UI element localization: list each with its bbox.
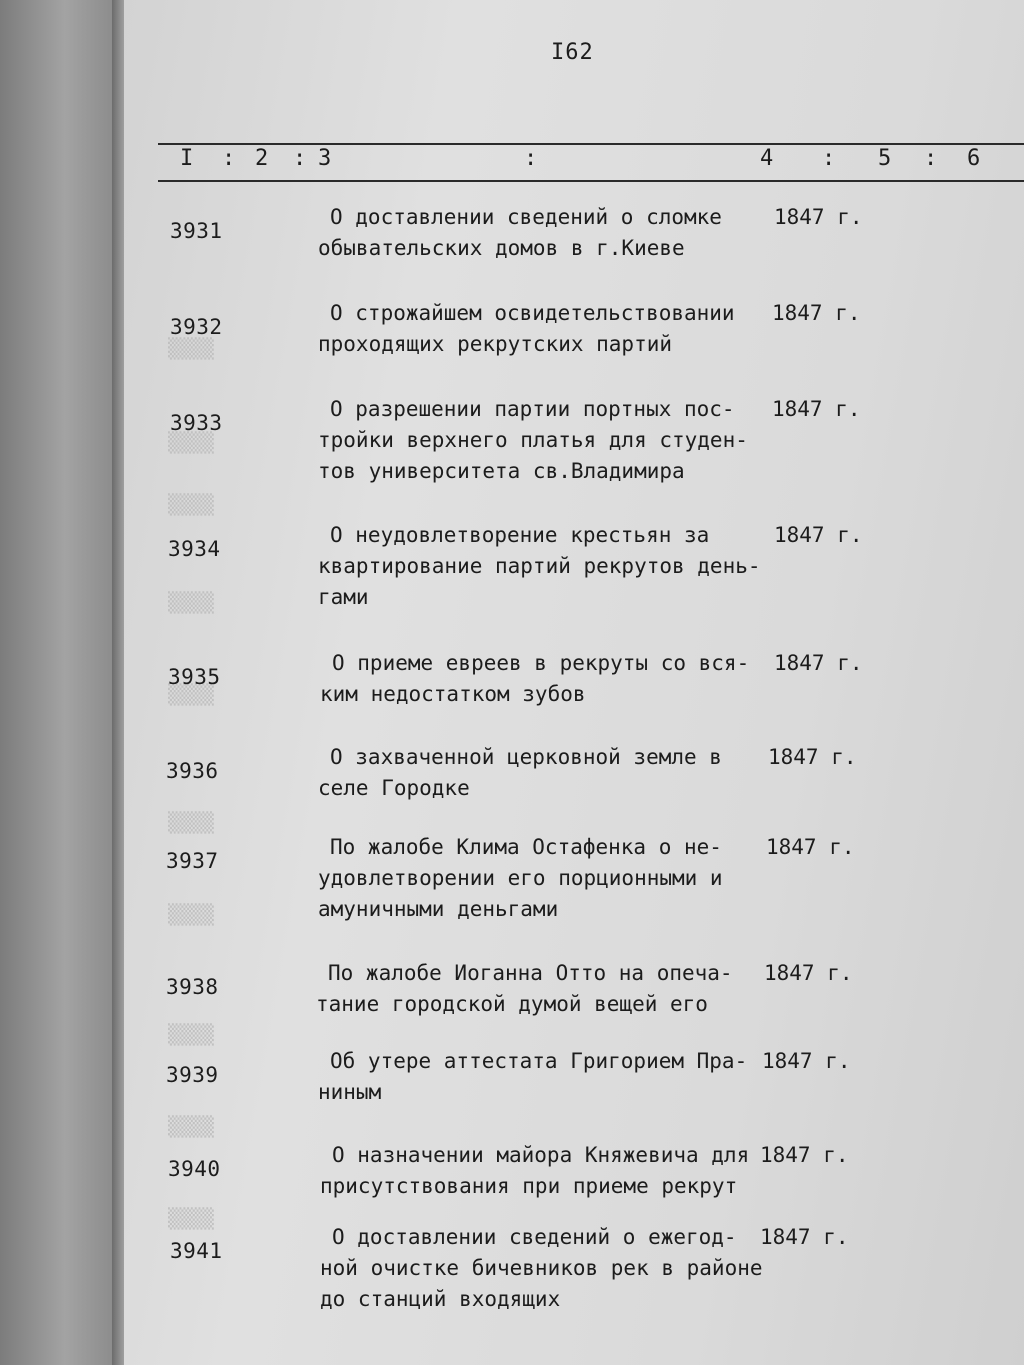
record-description-line: О приеме евреев в рекруты со вся- [332,651,750,675]
record-year: 1847 г. [772,397,861,421]
record-year: 1847 г. [766,835,855,859]
record-year: 1847 г. [774,651,863,675]
record-description-line: О разрешении партии портных пос- [330,397,735,421]
record-number: 3941 [170,1239,223,1263]
record-number: 3936 [166,759,219,783]
record-description-line: проходящих рекрутских партий [318,332,673,356]
record-description-line: до станций входящих [320,1287,561,1311]
table-header-top-rule [158,143,1024,145]
record-description-line: О неудовлетворение крестьян за [330,523,710,547]
column-separator: : [293,146,307,171]
column-separator: : [222,146,236,171]
record-year: 1847 г. [774,523,863,547]
record-description-line: амуничными деньгами [318,897,559,921]
table-header-bottom-rule [158,180,1024,182]
bleed-through-mark: ▒▒▒▒ [168,1208,214,1230]
record-year: 1847 г. [760,1143,849,1167]
column-number: 4 [760,146,774,171]
record-number: 3937 [166,849,219,873]
record-description-line: тов университета св.Владимира [318,459,685,483]
bleed-through-mark: ▒▒▒▒ [168,494,214,516]
record-description-line: тройки верхнего платья для студен- [318,428,748,452]
record-year: 1847 г. [772,301,861,325]
record-description-line: гами [318,585,369,609]
page-number: I62 [551,40,594,65]
record-description-line: селе Городке [318,776,470,800]
record-number: 3934 [168,537,221,561]
column-separator: : [822,146,836,171]
record-number: 3932 [170,315,223,339]
record-description-line: О доставлении сведений о ежегод- [332,1225,737,1249]
bleed-through-mark: ▒▒▒▒ [168,812,214,834]
bleed-through-mark: ▒▒▒▒ [168,1116,214,1138]
record-number: 3938 [166,975,219,999]
bleed-through-mark: ▒▒▒▒ [168,904,214,926]
record-description-line: присутствования при приеме рекрут [320,1174,738,1198]
column-number: 2 [255,146,269,171]
column-number: I [180,146,194,171]
record-description-line: обывательских домов в г.Киеве [318,236,685,260]
bleed-through-mark: ▒▒▒▒ [168,684,214,706]
record-description-line: О захваченной церковной земле в [330,745,722,769]
record-description-line: удовлетворении его порционными и [318,866,723,890]
record-description-line: тание городской думой вещей его [316,992,708,1016]
column-separator: : [924,146,938,171]
column-number: 5 [878,146,892,171]
record-number: 3935 [168,665,221,689]
bleed-through-mark: ▒▒▒▒ [168,432,214,454]
record-description-line: По жалобе Клима Остафенка о не- [330,835,722,859]
record-year: 1847 г. [760,1225,849,1249]
record-description-line: Об утере аттестата Григорием Пра- [330,1049,748,1073]
record-description-line: О доставлении сведений о сломке [330,205,722,229]
facing-page-edge [0,0,118,1365]
record-number: 3933 [170,411,223,435]
record-year: 1847 г. [762,1049,851,1073]
column-number: 3 [318,146,332,171]
record-number: 3931 [170,219,223,243]
bleed-through-mark: ▒▒▒▒ [168,592,214,614]
record-description-line: По жалобе Иоганна Отто на опеча- [328,961,733,985]
record-description-line: ниным [318,1080,382,1104]
record-description-line: О назначении майора Княжевича для [332,1143,750,1167]
record-year: 1847 г. [764,961,853,985]
record-number: 3939 [166,1063,219,1087]
bleed-through-mark: ▒▒▒▒ [168,1024,214,1046]
record-description-line: О строжайшем освидетельствовании [330,301,735,325]
record-description-line: ной очистке бичевников рек в районе [320,1256,763,1280]
bleed-through-mark: ▒▒▒▒ [168,338,214,360]
record-description-line: ким недостатком зубов [320,682,586,706]
record-year: 1847 г. [774,205,863,229]
record-year: 1847 г. [768,745,857,769]
column-number: 6 [967,146,981,171]
record-number: 3940 [168,1157,221,1181]
record-description-line: квартирование партий рекрутов день- [318,554,761,578]
column-separator: : [524,146,538,171]
